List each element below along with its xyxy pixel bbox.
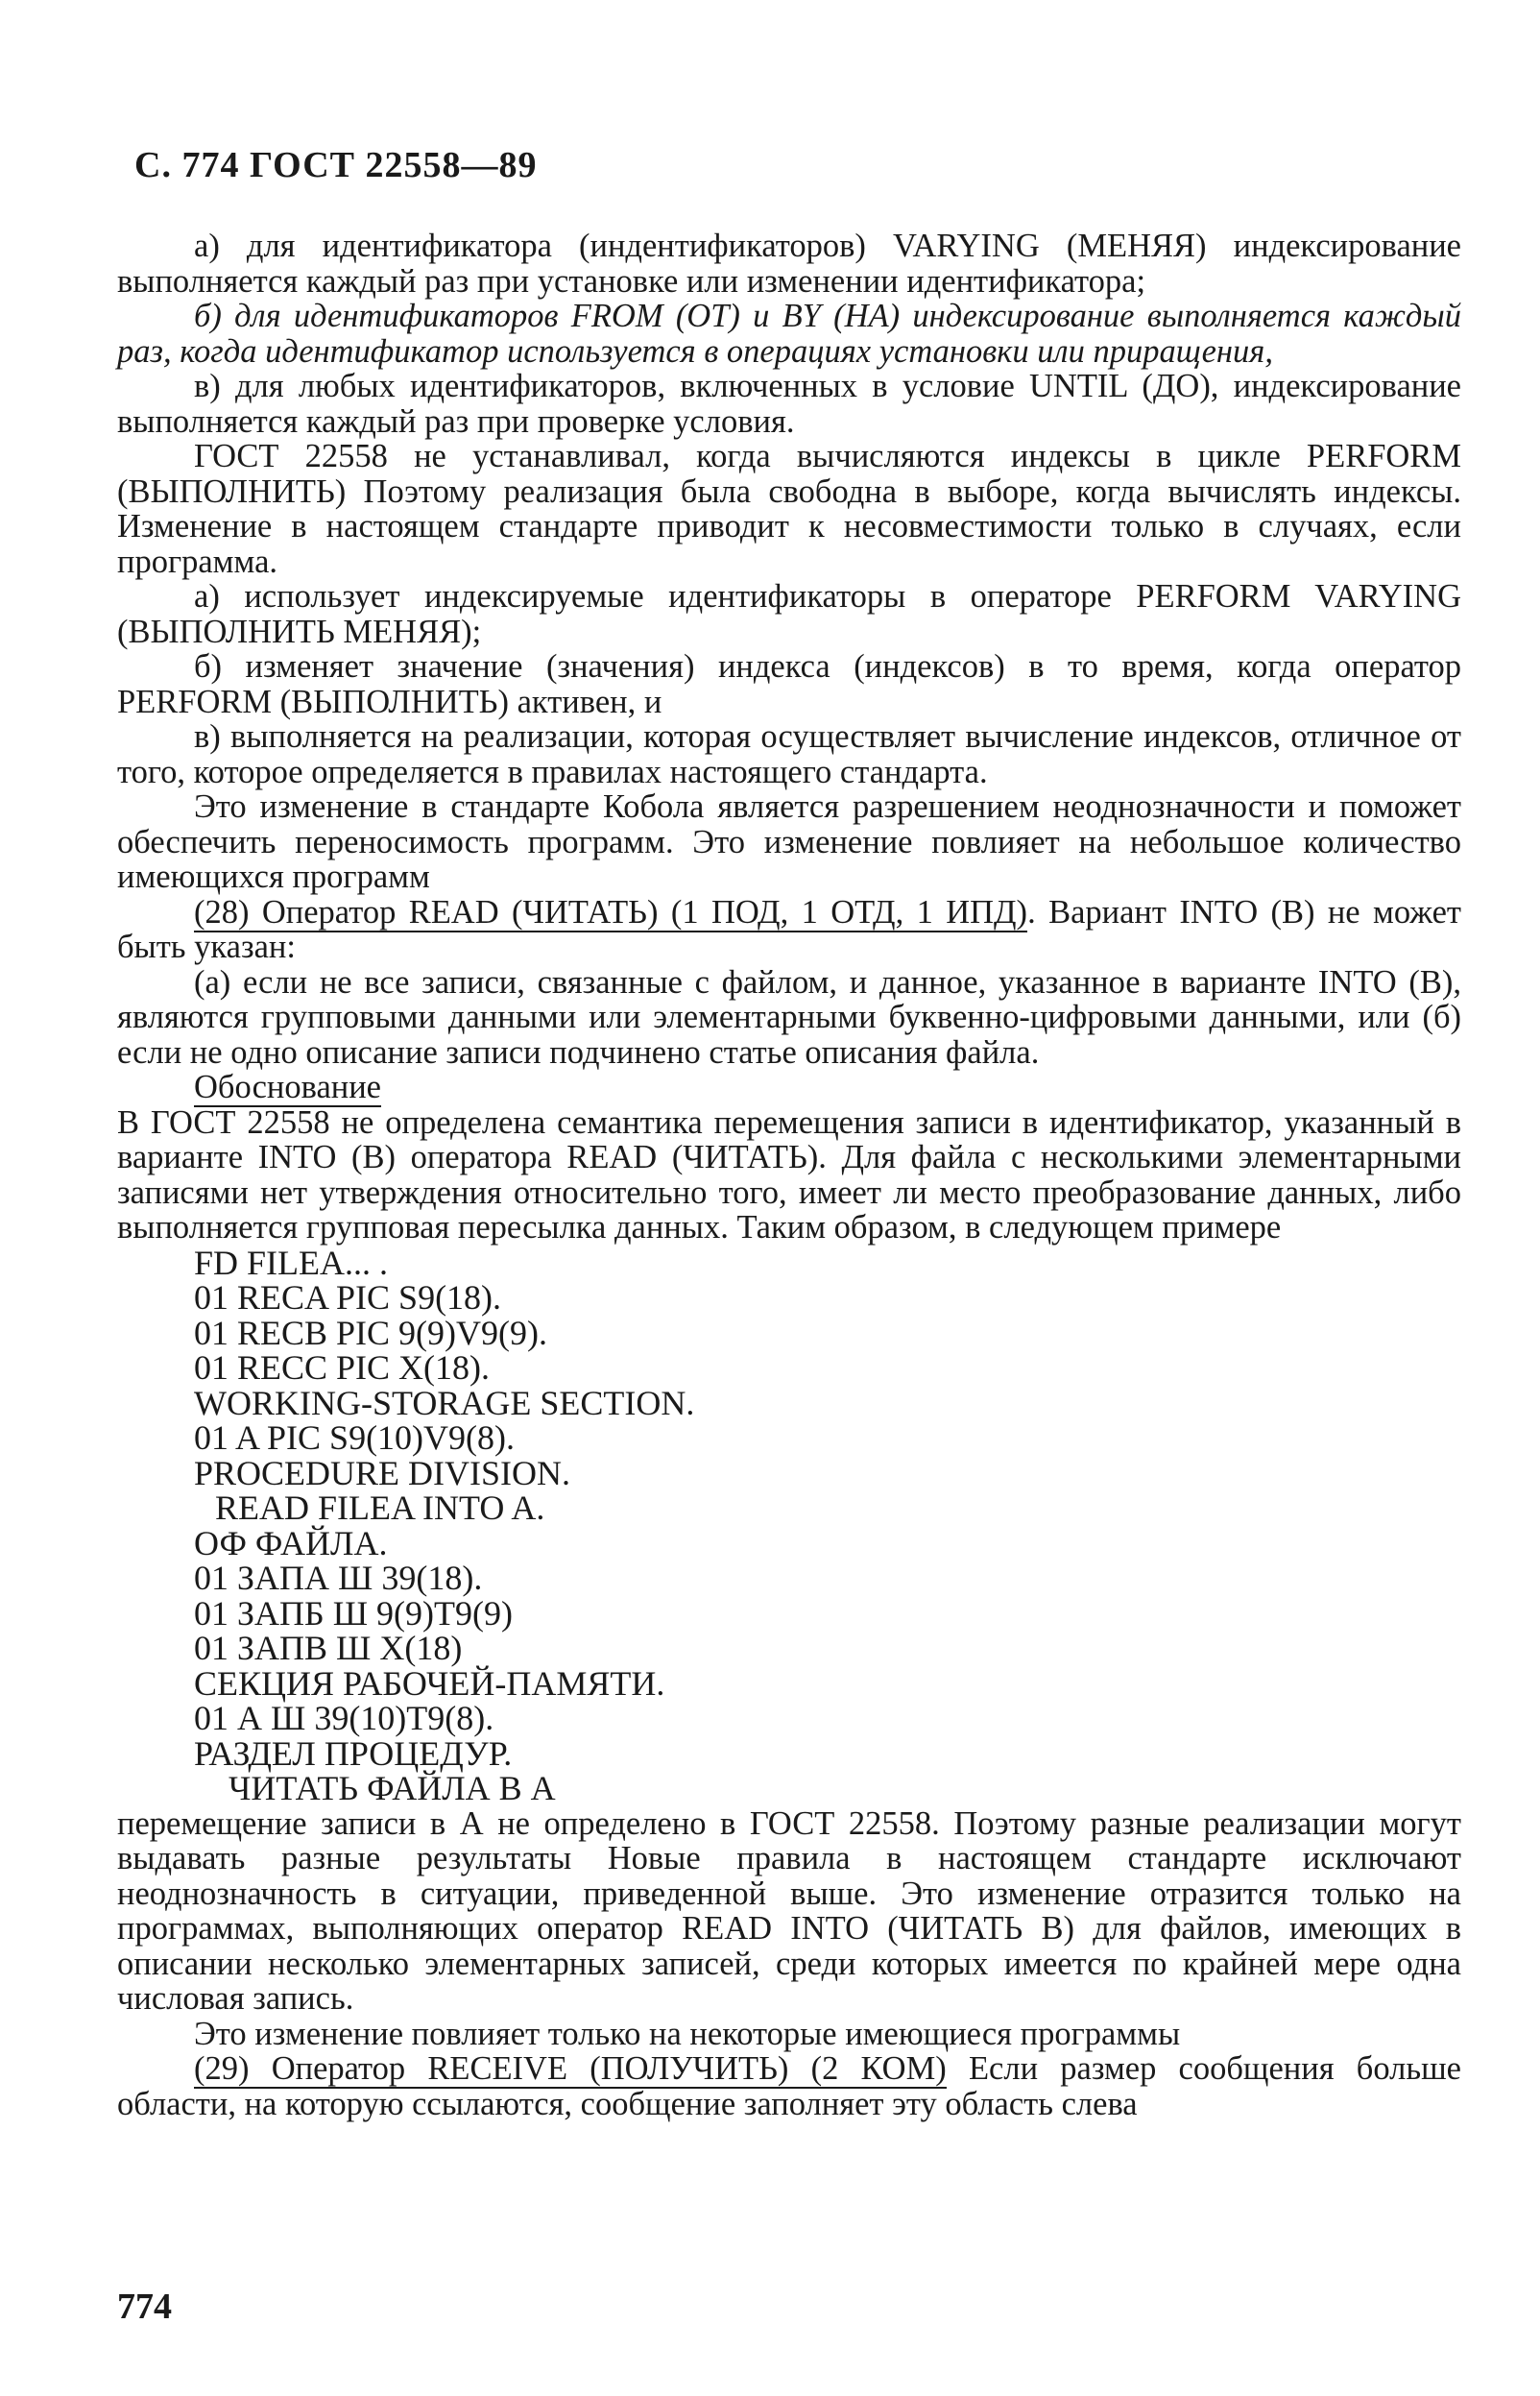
code-line: FD FILEA... . xyxy=(194,1243,389,1282)
paragraph: а) использует индексируемые идентификаторы в операторе PERFORM VARYING (ВЫПОЛНИТЬ МЕНЯЯ); xyxy=(117,578,1461,650)
paragraph: ГОСТ 22558 не устанавливал, когда вычисляются индексы в цикле PERFORM (ВЫПОЛНИТЬ) Поэтому реализация была свободна в выборе, когда вычислять индексы. Изменение в настоящем стандарте приводит к несовместимости только в случаях, если программа. xyxy=(117,438,1461,580)
code-line: 01 ЗАПБ Ш 9(9)Т9(9) xyxy=(194,1593,513,1633)
paragraph: б) для идентификаторов FROM (ОТ) и BY (НА) индексирование выполняется каждый раз, когда идентификатор используется в операциях установки или приращения, xyxy=(117,298,1461,370)
section-28-title: (28) Оператор READ (ЧИТАТЬ) (1 ПОД, 1 ОТД, 1 ИПД) xyxy=(194,893,1028,931)
paragraph-group-a xyxy=(117,229,1461,895)
code-example xyxy=(194,1243,1461,1807)
code-line: ЧИТАТЬ ФАЙЛА В А xyxy=(229,1769,556,1807)
code-line: WORKING-STORAGE SECTION. xyxy=(194,1383,695,1422)
paragraph: в) для любых идентификаторов, включенных в условие UNTIL (ДО), индексирование выполняется каждый раз при проверке условия. xyxy=(117,368,1461,440)
section-28-text: . Вариант INTO (В) не может быть указан: xyxy=(117,893,1461,965)
page-body xyxy=(117,229,1461,2121)
code-line: РАЗДЕЛ ПРОЦЕДУР. xyxy=(194,1733,513,1773)
code-line: READ FILEA INTO A. xyxy=(215,1488,545,1527)
code-line: 01 RECA PIC S9(18). xyxy=(194,1278,502,1317)
code-line: 01 ЗАПА Ш 39(18). xyxy=(194,1559,483,1597)
code-line: 01 А Ш 39(10)Т9(8). xyxy=(194,1699,494,1737)
section-28-conditions: (а) если не все записи, связанные с файлом, и данное, указанное в варианте INTO (В), являются групповыми данными или элементарными буквенно-цифровыми данными, или (б) если не одно описание записи подчинено статье описания файла. xyxy=(117,963,1461,1071)
section-29-text: Если размер сообщения больше области, на которую ссылаются, сообщение заполняет эту область слева xyxy=(117,2050,1461,2122)
section-29-paragraph xyxy=(117,2051,1461,2121)
paragraph: а) для идентификатора (индентификаторов) VARYING (МЕНЯЯ) индексирование выполняется каждый раз при установке или изменении идентификатора; xyxy=(117,228,1461,300)
code-line: 01 A PIC S9(10)V9(8). xyxy=(194,1418,516,1457)
section-29-title: (29) Оператор RECEIVE (ПОЛУЧИТЬ) (2 КОМ) xyxy=(194,2050,947,2087)
paragraph-group-b xyxy=(117,1806,1461,2052)
rationale-title: Обоснование xyxy=(194,1069,381,1105)
paragraph: б) изменяет значение (значения) индекса (индексов) в то время, когда оператор PERFORM (ВЫПОЛНИТЬ) активен, и xyxy=(117,648,1461,720)
rationale-heading xyxy=(117,1070,1461,1105)
code-line: 01 ЗАПВ Ш Х(18) xyxy=(194,1629,463,1667)
code-line: 01 RECB PIC 9(9)V9(9). xyxy=(194,1313,547,1352)
page-header: С. 774 ГОСТ 22558—89 xyxy=(134,145,538,185)
paragraph: в) выполняется на реализации, которая осуществляет вычисление индексов, отличное от того, которое определяется в правилах настоящего стандарта. xyxy=(117,718,1461,790)
code-line: СЕКЦИЯ РАБОЧЕЙ-ПАМЯТИ. xyxy=(194,1663,665,1703)
paragraph: Это изменение повлияет только на некоторые имеющиеся программы xyxy=(194,2015,1181,2052)
code-line: 01 RECC PIC X(18). xyxy=(194,1348,491,1387)
rationale-paragraph: В ГОСТ 22558 не определена семантика перемещения записи в идентификатор, указанный в варианте INTO (В) оператора READ (ЧИТАТЬ). Для файла с несколькими элементарными записями нет утверждения относительно того, имеет ли место преобразование данных, либо выполняется групповая пересылка данных. Таким образом, в следующем примере xyxy=(117,1103,1461,1246)
paragraph: перемещение записи в А не определено в ГОСТ 22558. Поэтому разные реализации могут выдавать разные результаты Новые правила в настоящем стандарте исключают неоднозначность в ситуации, приведенной выше. Это изменение отразится только на программах, выполняющих оператор READ INTO (ЧИТАТЬ В) для файлов, имеющих в описании несколько элементарных записей, среди которых имеется по крайней мере одна числовая запись. xyxy=(117,1804,1461,2017)
paragraph: Это изменение в стандарте Кобола является разрешением неоднозначности и поможет обеспечить переносимость программ. Это изменение повлияет на небольшое количество имеющихся программ xyxy=(117,788,1461,895)
code-line: ОФ ФАЙЛА. xyxy=(194,1523,388,1562)
page-number: 774 xyxy=(117,2287,172,2327)
section-28-paragraph xyxy=(117,895,1461,965)
code-line: PROCEDURE DIVISION. xyxy=(194,1453,571,1492)
